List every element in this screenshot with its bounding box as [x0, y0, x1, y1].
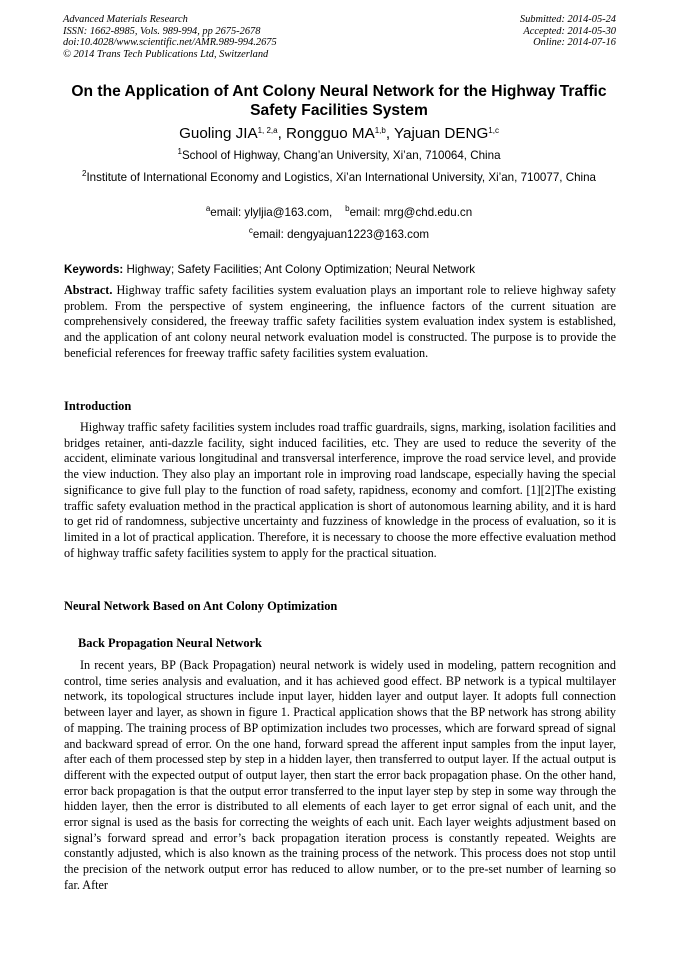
affiliation-text: Institute of International Economy and Logistics, Xi’an International University, Xi’an, 710077, China	[86, 171, 596, 184]
email-b[interactable]: email: mrg@chd.edu.cn	[349, 206, 473, 219]
email-line-1	[62, 205, 616, 221]
journal-copyright: © 2014 Trans Tech Publications Ltd, Switzerland	[63, 48, 269, 60]
author-sup: 1, 2,a	[257, 126, 278, 135]
email-sup: c	[248, 226, 253, 235]
section-heading-introduction: Introduction	[64, 399, 132, 413]
keywords-text: Highway; Safety Facilities; Ant Colony Optimization; Neural Network	[126, 263, 476, 276]
journal-issn: ISSN: 1662-8985, Vols. 989-994, pp 2675-2678	[63, 25, 261, 37]
author-name: Yajuan DENG	[394, 125, 489, 142]
email-c[interactable]: email: dengyajuan1223@163.com	[252, 228, 430, 241]
email-sup: a	[205, 204, 211, 213]
journal-info	[63, 14, 277, 60]
journal-name: Advanced Materials Research	[63, 14, 188, 25]
online-date: Online: 2014-07-16	[533, 37, 616, 49]
affiliation-2	[62, 170, 616, 186]
subsection-heading-bp: Back Propagation Neural Network	[78, 636, 262, 650]
affiliation-sup: 1	[177, 147, 182, 156]
accepted-date: Accepted: 2014-05-30	[523, 25, 616, 37]
email-a[interactable]: email: ylyljia@163.com,	[210, 206, 333, 219]
affiliation-1	[62, 148, 616, 164]
author-name: Rongguo MA	[286, 125, 375, 142]
journal-doi: doi:10.4028/www.scientific.net/AMR.989-994.2675	[63, 37, 277, 49]
keywords	[64, 262, 616, 277]
affiliation-text: School of Highway, Chang’an University, Xi’an, 710064, China	[181, 149, 501, 162]
author-name: Guoling JIA	[179, 125, 258, 142]
author-sup: 1,b	[374, 126, 386, 135]
email-line-2	[62, 227, 616, 243]
keywords-label: Keywords:	[64, 263, 124, 276]
email-sup: b	[345, 204, 350, 213]
submitted-date: Submitted: 2014-05-24	[519, 14, 616, 25]
abstract-label: Abstract.	[64, 283, 113, 297]
introduction-paragraph: Highway traffic safety facilities system includes road traffic guardrails, signs, marking, isolation facilities and bridges retainer, anti-dazzle facility, sight induced facilities, etc. They are used to reduce the severity of the accident, eliminate various longitudinal and transversal interference, improve the road service level, and provide the view induction. They also play an important role in improving road landscape, especially having the special significance to give full play to the function of road safety, rapidness, economy and comfort. [1][2]The existing traffic safety evaluation method in the practical application is short of autonomous learning ability, and it is hard to get rid of randomness, subjective uncertainty and fuzziness of knowledge in the process of evaluation, so it is limited in a lot of practical application. Therefore, it is necessary to choose the more effective evaluation method of highway traffic safety facilities system to apply for the practical situation.	[64, 420, 616, 560]
author-sup: 1,c	[488, 126, 499, 135]
affiliation-sup: 2	[81, 169, 87, 178]
abstract-text: Highway traffic safety facilities system evaluation plays an important role to relieve highway safety problem. From the perspective of system engineering, the influence factors of the current situation are comprehensively considered, the freeway traffic safety facilities system evaluation index system is established, and the application of ant colony neural network evaluation model is constructed. The purpose is to provide the beneficial references for freeway traffic safety facilities system evaluation.	[64, 283, 616, 360]
section-heading-neural-network: Neural Network Based on Ant Colony Optimization	[64, 599, 338, 613]
abstract	[64, 283, 616, 362]
publication-dates	[520, 14, 616, 49]
paper-title: On the Application of Ant Colony Neural Network for the Highway Traffic Safety Facilities System	[71, 83, 607, 119]
author-list: Guoling JIA$^{1, 2,a}$, Rongguo MA$^{1,b}$, Yajuan DENG$^{1,c}$	[179, 125, 499, 142]
bp-paragraph: In recent years, BP (Back Propagation) neural network is widely used in modeling, pattern recognition and control, time series analysis and evaluation, and it has achieved good effect. BP network is a typical multilayer network, its topological structures include input layer, hidden layer and output layer. It adopts full connection between layer and layer, as shown in figure 1. Practical application shows that the BP network has strong ability of mapping. The training process of BP optimization includes two processes, which are forward spread of signal and backward spread of error. On the one hand, forward spread the afferent input samples from the input layer, after each of them processed step by step in a hidden layer, then transferred to output layer. If the actual output is different with the expected output of output layer, then start the error back propagation phase. On the other hand, error back propagation is that the output error transferred to the input layer step by step in some way through the hidden layer, then the error is distributed to all elements of each layer to get error signal of each unit, and the error signal is used as the basis for correcting the weights of each unit. Each layer weights adjustment based on signal’s forward spread and error’s back propagation iteration process is constantly repeated. Weights are constantly adjusted, which is also known as the training process of the network. This process does not stop until the precision of the network output error has reduced to allow number, or to the pre-set number of learning so far. After	[64, 658, 616, 892]
